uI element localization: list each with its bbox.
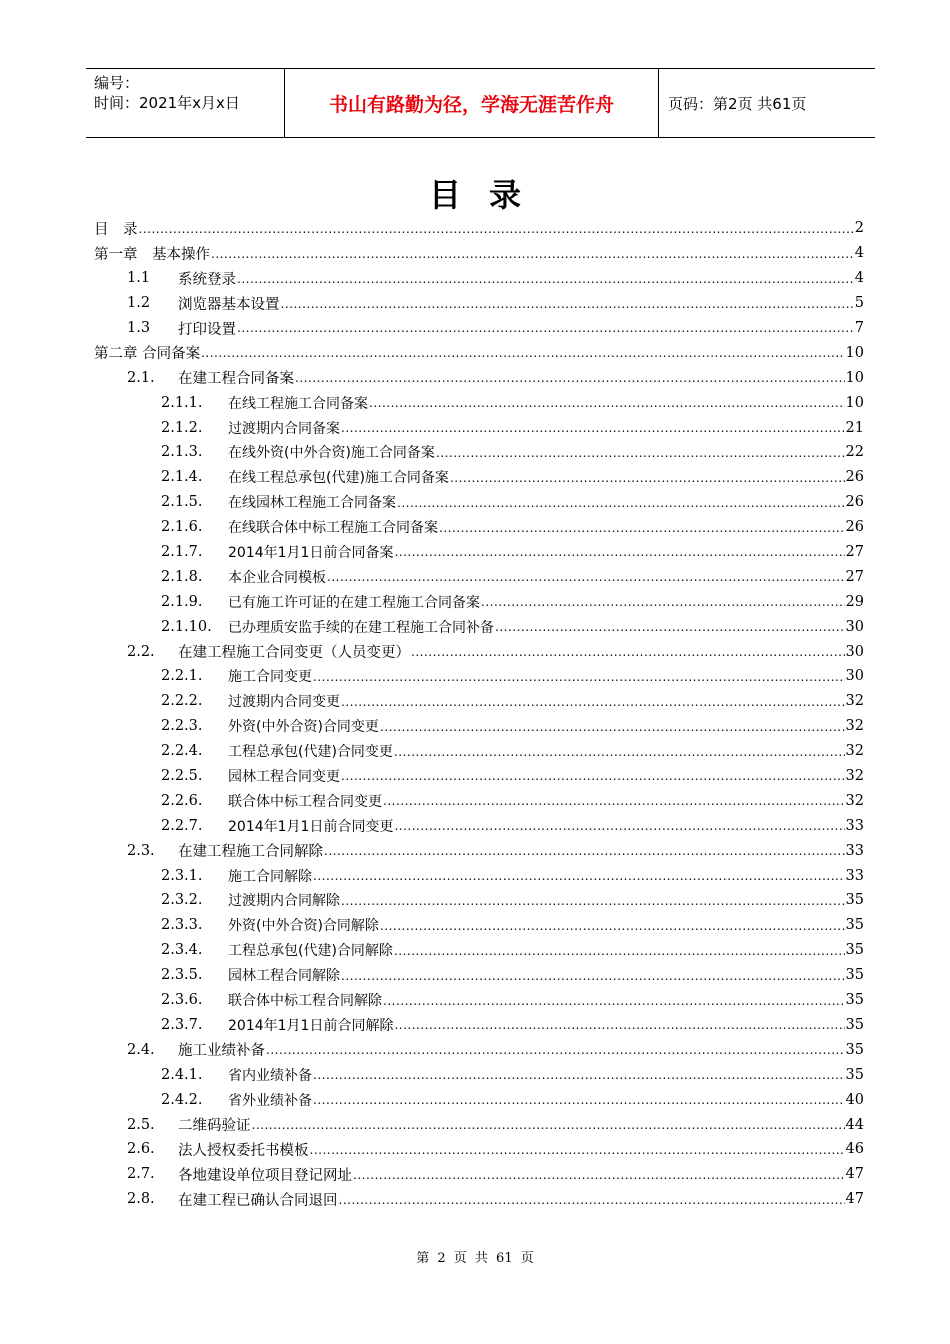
toc-entry-title: 在线园林工程施工合同备案	[228, 495, 396, 512]
toc-entry-number: 1.2	[127, 295, 151, 312]
dot-leader	[439, 521, 845, 540]
toc-entry-page: 44	[845, 1116, 864, 1133]
toc-entry-number: 2.3.6.	[161, 992, 203, 1009]
dot-leader	[436, 446, 845, 465]
toc-entry[interactable]	[94, 888, 864, 913]
toc-entry[interactable]	[94, 490, 864, 515]
toc-entry-page: 32	[845, 718, 864, 735]
toc-entry-number: 2.2.7.	[161, 817, 203, 834]
dot-leader	[266, 1043, 845, 1062]
toc-entry-page: 46	[845, 1141, 864, 1158]
toc-entry-number: 1.3	[127, 320, 151, 336]
dot-leader	[450, 471, 845, 490]
toc-entry-number: 2.2.	[127, 643, 155, 660]
toc-entry-title: 2014年1月1日前合同解除	[228, 1017, 394, 1034]
dot-leader	[313, 1068, 845, 1087]
toc-entry-page: 2	[854, 220, 864, 237]
toc-entry[interactable]	[94, 863, 864, 888]
toc-entry[interactable]	[94, 838, 864, 863]
dot-leader	[341, 695, 845, 714]
toc-entry[interactable]	[94, 913, 864, 938]
toc-entry-page: 33	[845, 842, 864, 859]
dot-leader	[201, 346, 844, 365]
toc-entry-page: 35	[845, 917, 864, 934]
toc-entry-page: 35	[845, 967, 864, 984]
toc-entry-title: 第一章 基本操作	[94, 246, 210, 263]
dot-leader	[339, 1193, 845, 1212]
toc-entry[interactable]	[94, 1162, 864, 1187]
toc-entry-number: 2.7.	[127, 1166, 155, 1183]
toc-entry-number: 2.1.2.	[161, 419, 203, 436]
toc-entry-page: 27	[845, 568, 864, 585]
dot-leader	[327, 570, 845, 589]
toc-entry-title: 二维码验证	[178, 1118, 251, 1134]
toc-entry-page: 5	[854, 295, 864, 312]
toc-entry-page: 32	[845, 768, 864, 785]
dot-leader	[411, 645, 845, 664]
toc-entry-page: 35	[845, 992, 864, 1009]
toc-entry-title: 打印设置	[178, 321, 236, 338]
toc-entry-number: 2.1.5.	[161, 494, 203, 511]
toc-entry[interactable]	[94, 1187, 864, 1212]
toc-entry[interactable]	[94, 1087, 864, 1112]
dot-leader	[341, 769, 845, 788]
toc-entry-number: 2.1.	[127, 369, 155, 386]
toc-entry-title: 系统登录	[178, 271, 236, 288]
toc-entry-title: 已有施工许可证的在建工程施工合同备案	[228, 594, 480, 611]
toc-entry[interactable]	[94, 465, 864, 490]
toc-entry-number: 2.3.1.	[161, 867, 203, 884]
dot-leader	[324, 844, 845, 863]
toc-entry-title: 施工合同解除	[228, 868, 312, 885]
toc-entry[interactable]	[94, 788, 864, 813]
toc-entry-page: 27	[845, 544, 864, 561]
header-meta	[86, 69, 285, 137]
toc-entry-page: 33	[845, 867, 864, 884]
toc-entry-page: 47	[845, 1166, 864, 1183]
toc-entry-title: 第二章 合同备案	[94, 346, 201, 363]
dot-leader	[237, 272, 854, 291]
toc-entry-title: 在建工程施工合同解除	[178, 844, 323, 861]
toc-entry-page: 30	[845, 643, 864, 660]
toc-entry-title: 园林工程合同变更	[228, 769, 340, 786]
toc-entry-title: 工程总承包(代建)合同解除	[228, 943, 393, 960]
toc-entry[interactable]	[94, 515, 864, 540]
toc-entry-page: 22	[845, 444, 864, 461]
toc-entry-page: 26	[845, 469, 864, 486]
toc-entry-page: 40	[845, 1091, 864, 1108]
toc-entry-title: 在建工程已确认合同退回	[178, 1192, 338, 1209]
header-number-label: 编号：	[94, 74, 140, 92]
toc-entry[interactable]	[94, 963, 864, 988]
dot-leader	[394, 1018, 844, 1037]
toc-entry-title: 浏览器基本设置	[178, 296, 280, 313]
toc-entry-title: 联合体中标工程合同解除	[228, 993, 382, 1010]
toc-entry-number: 2.2.5.	[161, 768, 203, 785]
toc-entry-page: 30	[845, 618, 864, 635]
toc-entry-title: 过渡期内合同备案	[228, 420, 340, 437]
toc-entry[interactable]	[94, 340, 864, 365]
dot-leader	[383, 994, 845, 1013]
toc-entry-page: 47	[845, 1191, 864, 1208]
toc-entry-page: 32	[845, 743, 864, 760]
toc-entry-title: 本企业合同模板	[228, 569, 326, 586]
toc-entry-page: 7	[854, 320, 864, 336]
toc-entry-number: 2.5.	[127, 1116, 155, 1133]
dot-leader	[394, 745, 845, 764]
toc-entry-number: 2.3.4.	[161, 942, 203, 959]
dot-leader	[341, 421, 845, 440]
toc-entry-title: 各地建设单位项目登记网址	[178, 1167, 352, 1184]
toc-entry-title: 施工业绩补备	[178, 1043, 265, 1060]
toc-entry[interactable]	[94, 291, 864, 316]
toc-entry-title: 园林工程合同解除	[228, 968, 340, 985]
toc-entry-number: 2.2.6.	[161, 792, 203, 809]
toc-entry-title: 在线工程施工合同备案	[228, 395, 368, 412]
toc-entry[interactable]	[94, 564, 864, 589]
toc-entry-title: 法人授权委托书模板	[178, 1142, 309, 1159]
toc-entry-number: 2.4.2.	[161, 1091, 203, 1108]
toc-entry-number: 2.1.1.	[161, 394, 203, 411]
toc-entry[interactable]	[94, 938, 864, 963]
dot-leader	[394, 944, 845, 963]
toc-entry-page: 10	[845, 369, 864, 386]
toc-title: 目录	[428, 176, 549, 214]
toc-entry-number: 2.1.7.	[161, 544, 203, 561]
toc-entry[interactable]	[94, 390, 864, 415]
dot-leader	[310, 1143, 845, 1162]
dot-leader	[341, 894, 845, 913]
dot-leader	[394, 819, 844, 838]
toc-entry[interactable]	[94, 714, 864, 739]
toc-entry[interactable]	[94, 266, 864, 291]
toc-entry[interactable]	[94, 316, 864, 341]
toc-entry-number: 2.2.3.	[161, 718, 203, 735]
toc-entry-number: 2.1.9.	[161, 593, 203, 610]
toc-entry[interactable]	[94, 1037, 864, 1062]
toc-entry[interactable]	[94, 988, 864, 1013]
toc-entry[interactable]	[94, 689, 864, 714]
toc-entry-page: 10	[845, 394, 864, 411]
toc-entry-number: 2.3.5.	[161, 967, 203, 984]
toc-entry-title: 在线外资(中外合资)施工合同备案	[228, 445, 435, 462]
toc-entry-number: 2.4.1.	[161, 1066, 203, 1083]
toc-entry-title: 在建工程合同备案	[178, 371, 294, 388]
toc-entry-page: 21	[845, 419, 864, 436]
header-motto: 书山有路勤为径，学海无涯苦作舟	[285, 69, 659, 137]
toc-entry-number: 2.3.3.	[161, 917, 203, 934]
dot-leader	[281, 297, 854, 316]
toc-entry-title: 省外业绩补备	[228, 1092, 312, 1109]
toc-entry-title: 联合体中标工程合同变更	[228, 793, 382, 810]
dot-leader	[369, 396, 845, 415]
toc-entry-page: 35	[845, 942, 864, 959]
toc-entry-page: 35	[845, 1066, 864, 1083]
toc-entry-title: 在建工程施工合同变更（人员变更）	[178, 645, 410, 662]
toc-entry-title: 施工合同变更	[228, 669, 312, 686]
toc-entry-page: 4	[854, 270, 864, 287]
toc-entry-number: 2.3.	[127, 842, 155, 859]
dot-leader	[380, 720, 845, 739]
toc-entry[interactable]	[94, 589, 864, 614]
dot-leader	[481, 595, 845, 614]
toc-entry[interactable]	[94, 764, 864, 789]
page-footer: 第 2 页 共 61 页	[416, 1251, 534, 1266]
toc-entry-number: 2.1.3.	[161, 444, 203, 461]
toc-entry[interactable]	[94, 1013, 864, 1038]
dot-leader	[211, 247, 854, 266]
dot-leader	[252, 1118, 845, 1137]
toc-entry-title: 2014年1月1日前合同变更	[228, 818, 394, 835]
toc-entry-page: 10	[845, 344, 864, 361]
toc-entry-number: 2.8.	[127, 1191, 155, 1208]
toc-entry-page: 32	[845, 792, 864, 809]
page-header	[86, 68, 875, 138]
toc-entry[interactable]	[94, 540, 864, 565]
toc-entry[interactable]	[94, 1112, 864, 1137]
toc-entry-title: 目 录	[94, 221, 138, 238]
toc-entry-number: 2.2.1.	[161, 668, 203, 685]
dot-leader	[380, 919, 845, 938]
toc-entry-title: 工程总承包(代建)合同变更	[228, 744, 393, 761]
toc-entry[interactable]	[94, 1137, 864, 1162]
toc-entry-title: 在线工程总承包(代建)施工合同备案	[228, 470, 449, 487]
toc-entry-page: 29	[845, 593, 864, 610]
dot-leader	[237, 321, 854, 340]
dot-leader	[313, 869, 845, 888]
toc-entry-number: 1.1	[127, 270, 151, 287]
toc-entry[interactable]	[94, 415, 864, 440]
toc-entry[interactable]	[94, 365, 864, 390]
toc-entry-page: 35	[845, 1016, 864, 1033]
header-page-info: 页码：第2页 共61页	[668, 94, 807, 113]
dot-leader	[394, 545, 844, 564]
toc-entry-number: 2.2.2.	[161, 693, 203, 710]
toc-entry-number: 2.3.2.	[161, 892, 203, 909]
header-date: 时间：2021年x月x日	[94, 94, 240, 112]
toc-entry-title: 2014年1月1日前合同备案	[228, 545, 394, 562]
toc-entry-page: 33	[845, 817, 864, 834]
toc-entry-page: 4	[854, 245, 864, 262]
toc-entry-title: 过渡期内合同解除	[228, 893, 340, 910]
toc-entry-title: 外资(中外合资)合同变更	[228, 719, 379, 736]
toc-entry-page: 26	[845, 494, 864, 511]
toc-entry-number: 2.1.8.	[161, 568, 203, 585]
dot-leader	[383, 794, 845, 813]
toc-entry[interactable]	[94, 739, 864, 764]
toc-entry-page: 35	[845, 1041, 864, 1058]
toc-entry[interactable]	[94, 614, 864, 639]
toc-entry[interactable]	[94, 1062, 864, 1087]
toc-entry-number: 2.3.7.	[161, 1016, 203, 1033]
toc-entry[interactable]	[94, 241, 864, 266]
dot-leader	[341, 969, 845, 988]
toc-entry[interactable]	[94, 664, 864, 689]
toc-entry-title: 过渡期内合同变更	[228, 694, 340, 711]
table-of-contents	[94, 216, 864, 1212]
toc-entry-title: 省内业绩补备	[228, 1067, 312, 1084]
toc-entry-number: 2.6.	[127, 1141, 155, 1158]
toc-entry[interactable]	[94, 813, 864, 838]
toc-entry-title: 在线联合体中标工程施工合同备案	[228, 520, 438, 537]
toc-entry-page: 32	[845, 693, 864, 710]
toc-entry-page: 35	[845, 892, 864, 909]
toc-entry-page: 26	[845, 519, 864, 536]
dot-leader	[313, 670, 845, 689]
dot-leader	[139, 222, 854, 241]
dot-leader	[495, 620, 845, 639]
toc-entry-title: 外资(中外合资)合同解除	[228, 918, 379, 935]
toc-entry-number: 2.1.6.	[161, 519, 203, 536]
dot-leader	[353, 1168, 845, 1187]
toc-entry-number: 2.1.4.	[161, 469, 203, 486]
toc-entry[interactable]	[94, 639, 864, 664]
toc-entry-number: 2.2.4.	[161, 743, 203, 760]
toc-entry[interactable]	[94, 216, 864, 241]
toc-entry-page: 30	[845, 668, 864, 685]
dot-leader	[313, 1093, 845, 1112]
dot-leader	[397, 496, 845, 515]
toc-entry-number: 2.4.	[127, 1041, 155, 1058]
dot-leader	[295, 371, 845, 390]
toc-entry-title: 已办理质安监手续的在建工程施工合同补备	[228, 619, 494, 636]
toc-entry[interactable]	[94, 440, 864, 465]
toc-entry-number: 2.1.10.	[161, 618, 212, 635]
